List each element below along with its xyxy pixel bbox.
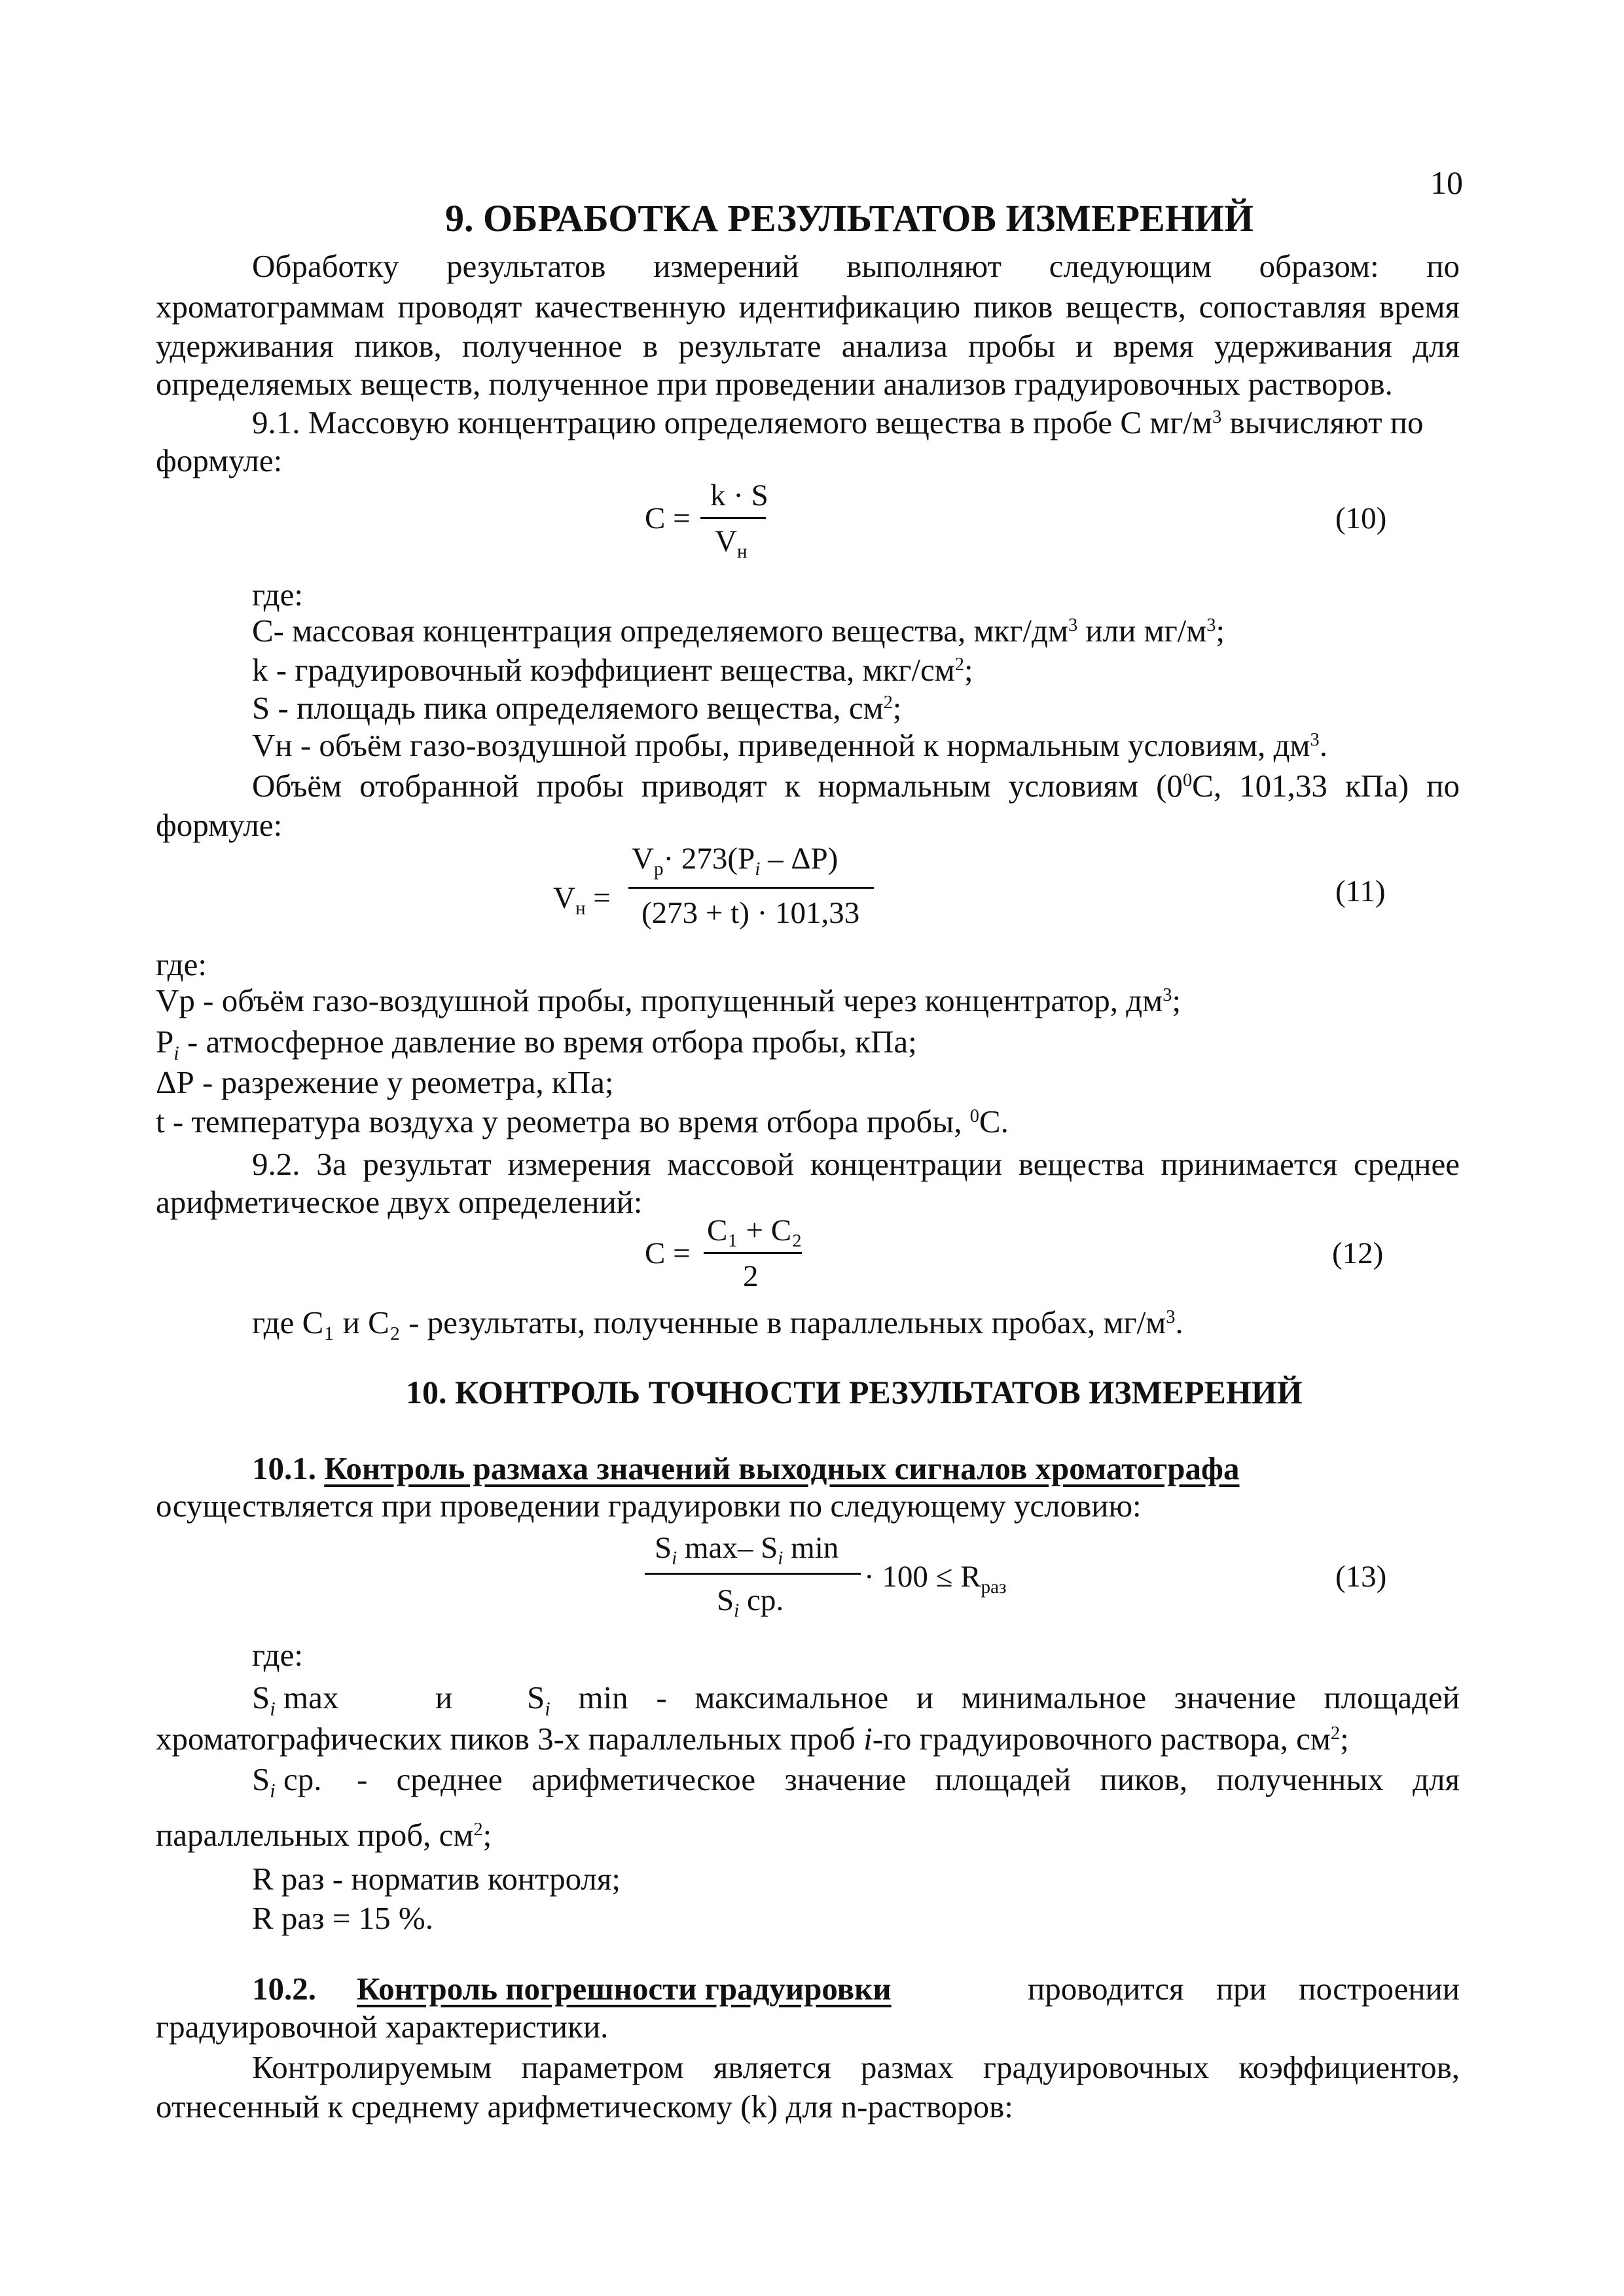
- eq10-numerator: k · S: [710, 478, 768, 512]
- eq11-lhs: $V_н$ =: [553, 881, 611, 920]
- p102-line-1: [252, 1970, 316, 2007]
- def13-smax-line-2: хроматографических пиков 3-х параллельных проб i-го градуировочного раствора, $см^2$;: [156, 1721, 1349, 1757]
- p102-title: Контроль погрешности градуировки: [357, 1971, 892, 2007]
- eq11-number: (11): [1335, 874, 1386, 908]
- section-10-title: 10. КОНТРОЛЬ ТОЧНОСТИ РЕЗУЛЬТАТОВ ИЗМЕРЕНИЙ: [406, 1374, 1303, 1410]
- where-12: где С₁ и С₂ - результаты, полученные в параллельных пробах, $мг/м^3$.: [252, 1304, 1183, 1340]
- p91-sup: 3: [1212, 407, 1222, 428]
- eq13-fraction-bar: [645, 1573, 861, 1575]
- p101-line-2: осуществляется при проведении градуировки по следующему условию:: [156, 1488, 1142, 1524]
- p92-line-2: арифметическое двух определений:: [156, 1184, 643, 1220]
- p102-p2-line-1: Контролируемым параметром является размах градуировочных коэффициентов,: [252, 2049, 1460, 2085]
- p102-p2-line-2: отнесенный к среднему арифметическому (k) для n-растворов:: [156, 2089, 1013, 2125]
- p101-number: 10.1.: [252, 1450, 316, 1486]
- p102-rest: проводится при построении: [1028, 1971, 1460, 2007]
- eq10-denominator: $V_н$: [715, 524, 748, 563]
- norm-line-1: Объём отобранной пробы приводят к нормальным условиям ($0^0С$, 101,33 кПа) по: [252, 768, 1460, 804]
- def13-and: и: [435, 1679, 453, 1715]
- norm-line-2: формуле:: [156, 807, 283, 843]
- p91-line-2: формуле:: [156, 442, 283, 478]
- intro-line-3: удерживания пиков, полученное в результате анализа пробы и время удерживания для: [156, 328, 1460, 364]
- eq10-fraction-bar: [700, 517, 766, 519]
- def10-c: С- массовая концентрация определяемого вещества, мкг/$дм^3$ или $мг/м^3$;: [252, 613, 1225, 649]
- eq13-multiplier: · $100 \le R_{раз}$: [864, 1560, 1007, 1598]
- eq13-denominator: $S_i$ ср.: [717, 1583, 784, 1622]
- eq12-number: (12): [1332, 1236, 1384, 1270]
- where-11: где:: [156, 946, 207, 982]
- where-10: где:: [252, 577, 303, 613]
- p91-line-1: [252, 404, 1424, 441]
- def13-smax: $S_i$ max: [252, 1679, 339, 1720]
- def13-scp-text: - среднее арифметическое значение площадей пиков, полученных для: [357, 1761, 1460, 1797]
- eq13-numerator: $S_i$ max– $S_i$ min: [655, 1531, 839, 1570]
- eq10-lhs: C =: [645, 501, 691, 535]
- eq12-fraction-bar: [704, 1252, 802, 1254]
- intro-line-1: Обработку результатов измерений выполняют следующим образом: по: [252, 248, 1460, 284]
- def10-vn: Vн - объём газо-воздушной пробы, приведенной к нормальным условиям, $дм^3$.: [252, 727, 1327, 763]
- p101-title: Контроль размаха значений выходных сигналов хроматографа: [324, 1450, 1240, 1486]
- intro-line-4: определяемых веществ, полученное при проведении анализов градуировочных растворов.: [156, 366, 1393, 402]
- p92-line-1: 9.2. За результат измерения массовой концентрации вещества принимается среднее: [252, 1146, 1460, 1182]
- def10-k: k - градуировочный коэффициент вещества, мкг/$см^2$;: [252, 652, 973, 688]
- eq12-numerator: C₁ + C₂: [707, 1213, 803, 1247]
- def11-t: t - температура воздуха у реометра во время отбора пробы, $^0$С.: [156, 1103, 1009, 1139]
- page-number: 10: [1430, 164, 1463, 201]
- def13-smin: $S_i$ min - максимальное и минимальное значение площадей: [527, 1679, 1460, 1720]
- p101-line-1: [252, 1450, 1239, 1487]
- p102-line-2: градуировочной характеристики.: [156, 2009, 609, 2045]
- section-9-title: 9. ОБРАБОТКА РЕЗУЛЬТАТОВ ИЗМЕРЕНИЙ: [445, 197, 1254, 240]
- p91-tail: вычисляют по: [1221, 404, 1424, 440]
- eq12-lhs: C =: [645, 1236, 691, 1270]
- def11-vp: Vp - объём газо-воздушной пробы, пропущенный через концентратор, $дм^3$;: [156, 982, 1182, 1018]
- p91-text: 9.1. Массовую концентрацию определяемого вещества в пробе С мг/м: [252, 404, 1213, 440]
- def11-pi: $P_i$ - атмосферное давление во время отбора пробы, кПа;: [156, 1024, 917, 1064]
- def10-s: S - площадь пика определяемого вещества, $см^2$;: [252, 690, 902, 726]
- where-13: где:: [252, 1637, 303, 1673]
- def11-dp: ΔР - разрежение у реометра, кПа;: [156, 1064, 614, 1100]
- intro-line-2: хроматограммам проводят качественную идентификацию пиков веществ, сопоставляя время: [156, 289, 1460, 325]
- def13-scp: $S_i$ ср.: [252, 1761, 322, 1802]
- eq11-fraction-bar: [628, 887, 874, 889]
- eq10-number: (10): [1335, 501, 1387, 535]
- rraz-value: R раз = 15 %.: [252, 1900, 433, 1936]
- def13-scp-line-2: параллельных проб, $см^2$;: [156, 1817, 492, 1853]
- eq11-numerator: $V_p\cdot 273(P_i - \Delta P)$: [632, 842, 839, 880]
- eq12-denominator: 2: [743, 1259, 759, 1293]
- eq13-number: (13): [1335, 1560, 1387, 1594]
- eq11-denominator: (273 + t) · 101,33: [641, 896, 860, 930]
- p102-number: 10.2.: [252, 1971, 316, 2007]
- rraz-definition: R раз - норматив контроля;: [252, 1861, 621, 1897]
